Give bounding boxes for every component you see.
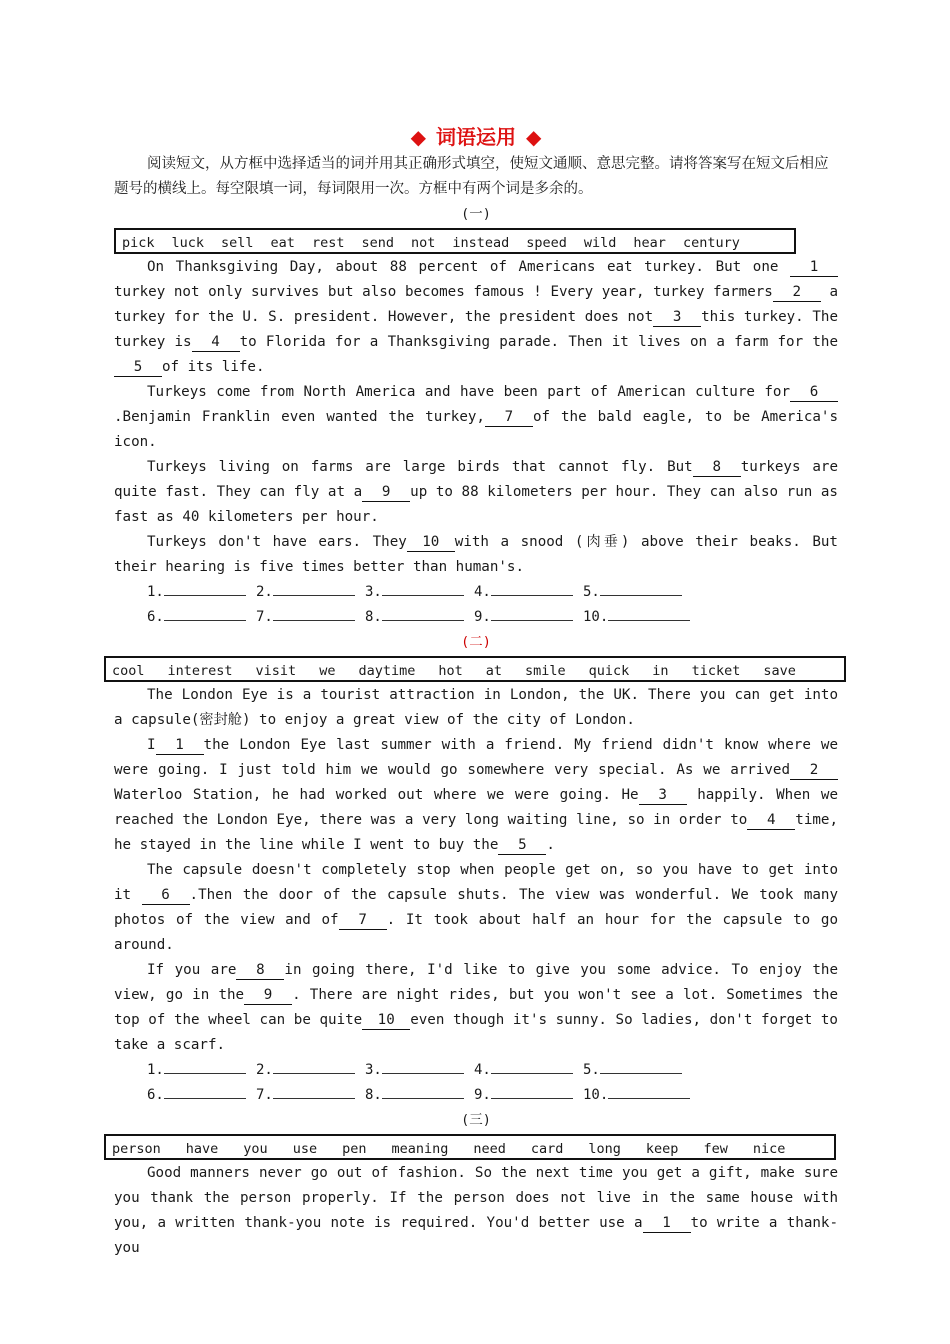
passage-text: to write a thank-you <box>114 1215 838 1256</box>
answer-line[interactable] <box>491 1059 573 1074</box>
passage-text: If you are <box>147 962 237 978</box>
passage-text: Waterloo Station, he had worked out where we were going. He <box>114 787 639 803</box>
answer-cell <box>256 1083 365 1108</box>
answer-cell <box>147 605 256 630</box>
word-bank-item: use <box>292 1141 318 1157</box>
word-bank-item: card <box>530 1141 564 1157</box>
word-bank-item: smile <box>525 663 566 679</box>
word-bank-item: keep <box>645 1141 679 1157</box>
passage-text: even though it's sunny. So ladies, don't forget to take a scarf. <box>114 1012 838 1053</box>
passage-text: of its life. <box>162 359 265 375</box>
fill-in-blank[interactable]: 7 <box>339 911 387 930</box>
answer-cell <box>365 580 474 605</box>
word-bank-item: pick <box>122 235 155 251</box>
passage-text: On Thanksgiving Day, about 88 percent of Americans eat turkey. But one <box>147 259 790 275</box>
answer-line[interactable] <box>382 1084 464 1099</box>
answer-row <box>114 580 838 605</box>
section-heading: (一) <box>461 206 491 222</box>
word-bank-item: cool <box>112 663 145 679</box>
passage-paragraph <box>114 255 838 380</box>
passage-paragraph <box>114 530 838 580</box>
answer-number: 3. <box>365 584 382 600</box>
worksheet-page <box>114 122 838 1261</box>
fill-in-blank[interactable]: 3 <box>639 786 687 805</box>
answer-line[interactable] <box>608 1084 690 1099</box>
fill-in-blank[interactable]: 4 <box>747 811 795 830</box>
word-bank-box <box>104 1134 836 1160</box>
passage-text: .Benjamin Franklin even wanted the turkey, <box>114 409 485 425</box>
answer-cell <box>365 1058 474 1083</box>
passage-text: to Florida for a Thanksgiving parade. Then it lives on a farm for the <box>239 334 839 350</box>
passage-paragraph <box>114 958 838 1058</box>
answer-cell <box>583 580 692 605</box>
word-bank-item: person <box>112 1141 161 1157</box>
passage-text: Turkeys don't have ears. They <box>147 534 407 550</box>
word-bank-item: meaning <box>391 1141 449 1157</box>
passage-text: The London Eye is a tourist attraction in London, the UK. There you can get into a capsule(密封舱) to enjoy a great view of the city of London. <box>114 687 838 728</box>
passage-text: . It took about half an hour for the capsule to go around. <box>114 912 838 953</box>
passage-text: this turkey. The turkey is <box>114 309 838 350</box>
passage-text: . There are night rides, but you won't see a lot. Sometimes the top of the wheel can be quite <box>114 987 838 1028</box>
answer-line[interactable] <box>164 581 246 596</box>
answer-line[interactable] <box>491 581 573 596</box>
answer-line[interactable] <box>273 1059 355 1074</box>
answer-number: 3. <box>365 1062 382 1078</box>
section-3 <box>114 1108 838 1261</box>
fill-in-blank[interactable]: 1 <box>156 736 204 755</box>
fill-in-blank[interactable]: 1 <box>643 1214 691 1233</box>
passage-paragraph <box>114 380 838 455</box>
fill-in-blank[interactable]: 5 <box>114 358 162 377</box>
answer-number: 10. <box>583 609 609 625</box>
answer-number: 6. <box>147 1087 164 1103</box>
section-heading: (二) <box>461 634 491 650</box>
answer-line[interactable] <box>164 1059 246 1074</box>
answer-cell <box>583 605 692 630</box>
title-text: 词语运用 <box>436 125 516 149</box>
answer-number: 2. <box>256 1062 273 1078</box>
fill-in-blank[interactable]: 8 <box>693 458 741 477</box>
passage-paragraph <box>114 858 838 958</box>
answer-cell <box>474 580 583 605</box>
word-bank-item: rest <box>311 235 345 251</box>
fill-in-blank[interactable]: 3 <box>653 308 701 327</box>
word-bank-item: few <box>703 1141 728 1157</box>
word-bank-item: sell <box>221 235 254 251</box>
word-bank-item: pen <box>342 1141 367 1157</box>
diamond-icon: ◆ <box>526 125 542 149</box>
passage-text: in going there, I'd like to give you some advice. To enjoy the view, go in the <box>114 962 838 1003</box>
word-bank-item: luck <box>171 235 205 251</box>
word-bank-item: nice <box>752 1141 786 1157</box>
answer-number: 8. <box>365 1087 382 1103</box>
answer-number: 7. <box>256 1087 273 1103</box>
answer-line[interactable] <box>600 1059 682 1074</box>
passage-text: turkey not only survives but also becomes famous ! Every year, turkey farmers <box>114 284 773 300</box>
word-bank-item: we <box>319 663 336 679</box>
word-bank-item: not <box>410 235 436 251</box>
section-1 <box>114 202 838 630</box>
answer-number: 1. <box>147 1062 164 1078</box>
word-bank-item: have <box>185 1141 219 1157</box>
word-bank-item: hear <box>633 235 666 251</box>
answer-row <box>114 605 838 630</box>
answer-line[interactable] <box>273 581 355 596</box>
fill-in-blank[interactable]: 9 <box>244 986 292 1005</box>
page-title <box>114 122 838 152</box>
answer-line[interactable] <box>273 606 355 621</box>
answer-number: 4. <box>474 584 491 600</box>
answer-cell <box>256 605 365 630</box>
answer-row <box>114 1083 838 1108</box>
word-bank-item: need <box>473 1141 506 1157</box>
passage-text: The capsule doesn't completely stop when people get on, so you have to get into it <box>114 862 838 903</box>
answer-line[interactable] <box>600 581 682 596</box>
answer-line[interactable] <box>608 606 690 621</box>
fill-in-blank[interactable]: 4 <box>192 333 240 352</box>
answer-number: 4. <box>474 1062 491 1078</box>
answer-line[interactable] <box>491 1084 573 1099</box>
word-bank-box <box>114 228 796 254</box>
answer-cell <box>365 1083 474 1108</box>
passage-paragraph <box>114 455 838 530</box>
word-bank-item: ticket <box>691 663 741 679</box>
passage-text: Turkeys come from North America and have been part of American culture for <box>147 384 790 400</box>
fill-in-blank[interactable]: 6 <box>790 383 838 402</box>
sections-container <box>114 202 838 1261</box>
passage-text: Good manners never go out of fashion. So the next time you get a gift, make sure you thank the person properly. If the person does not live in the same house with you, a written thank-you note is required. You'd better use a <box>114 1165 838 1231</box>
word-bank-item: instead <box>452 235 510 251</box>
answer-number: 9. <box>474 1087 491 1103</box>
word-bank-item: wild <box>583 235 617 251</box>
passage-paragraph <box>114 683 838 733</box>
answer-number: 8. <box>365 609 382 625</box>
answer-line[interactable] <box>382 606 464 621</box>
section-heading: (三) <box>461 1112 491 1128</box>
fill-in-blank[interactable]: 6 <box>142 886 190 905</box>
passage-text: Turkeys living on farms are large birds that cannot fly. But <box>147 459 693 475</box>
answer-line[interactable] <box>273 1084 355 1099</box>
word-bank-item: long <box>588 1141 621 1157</box>
answer-number: 5. <box>583 1062 600 1078</box>
answer-number: 2. <box>256 584 273 600</box>
answer-line[interactable] <box>164 606 246 621</box>
word-bank-item: visit <box>255 663 297 679</box>
word-bank-item: at <box>485 663 503 679</box>
answer-cell <box>256 580 365 605</box>
fill-in-blank[interactable]: 9 <box>362 483 410 502</box>
fill-in-blank[interactable]: 10 <box>362 1011 410 1030</box>
answer-number: 1. <box>147 584 164 600</box>
fill-in-blank[interactable]: 7 <box>485 408 533 427</box>
passage-paragraph <box>114 1161 838 1261</box>
fill-in-blank[interactable]: 10 <box>407 533 455 552</box>
answer-cell <box>147 580 256 605</box>
answer-cell <box>147 1058 256 1083</box>
answer-line[interactable] <box>164 1084 246 1099</box>
answer-number: 5. <box>583 584 600 600</box>
fill-in-blank[interactable]: 2 <box>773 283 821 302</box>
fill-in-blank[interactable]: 1 <box>790 258 838 277</box>
passage-text: . <box>546 837 555 853</box>
word-bank-item: daytime <box>358 663 416 679</box>
instructions: 阅读短文，从方框中选择适当的词并用其正确形式填空，使短文通顺、意思完整。请将答案写在短文后相应题号的横线上。每空限填一词，每词限用一次。方框中有两个词是多余的。 <box>114 156 829 197</box>
answer-number: 10. <box>583 1087 609 1103</box>
answer-cell <box>256 1058 365 1083</box>
passage-text: the London Eye last summer with a friend. My friend didn't know where we were going. I just told him we would go somewhere very special. As we arrived <box>114 737 838 778</box>
passage-text: a turkey for the U. S. president. However, the president does not <box>114 284 839 325</box>
word-bank-item: save <box>763 663 796 679</box>
word-bank-item: hot <box>438 663 463 679</box>
word-bank-item: you <box>243 1141 268 1157</box>
word-bank-item: quick <box>588 663 630 679</box>
answer-cell <box>474 1058 583 1083</box>
section-2 <box>114 630 838 1108</box>
passage-text: I <box>147 737 156 753</box>
answer-cell <box>474 1083 583 1108</box>
word-bank-item: interest <box>167 663 233 679</box>
passage-text: turkeys are quite fast. They can fly at a <box>114 459 838 500</box>
answer-number: 7. <box>256 609 273 625</box>
word-bank-item: eat <box>270 235 295 251</box>
answer-cell <box>583 1083 692 1108</box>
word-bank-item: send <box>361 235 394 251</box>
answer-row <box>114 1058 838 1083</box>
word-bank-item: speed <box>526 235 567 251</box>
answer-line[interactable] <box>382 1059 464 1074</box>
passage-text: with a snood (肉垂) above their beaks. But their hearing is five times better than human's. <box>114 534 838 575</box>
fill-in-blank[interactable]: 8 <box>236 961 284 980</box>
answer-cell <box>365 605 474 630</box>
answer-line[interactable] <box>491 606 573 621</box>
passage-text: happily. When we reached the London Eye, there was a very long waiting line, so in order to <box>114 787 838 828</box>
answer-number: 9. <box>474 609 491 625</box>
answer-number: 6. <box>147 609 164 625</box>
answer-cell <box>474 605 583 630</box>
answer-line[interactable] <box>382 581 464 596</box>
word-bank-item: in <box>652 663 669 679</box>
passage-paragraph <box>114 733 838 858</box>
diamond-icon: ◆ <box>410 125 426 149</box>
fill-in-blank[interactable]: 2 <box>790 761 838 780</box>
word-bank-item: century <box>682 235 740 251</box>
fill-in-blank[interactable]: 5 <box>498 836 546 855</box>
answer-cell <box>147 1083 256 1108</box>
passage-text: of the bald eagle, to be America's icon. <box>114 409 839 450</box>
passage-text: .Then the door of the capsule shuts. The view was wonderful. We took many photos of the view and of <box>114 887 838 928</box>
answer-cell <box>583 1058 692 1083</box>
word-bank-box <box>104 656 846 682</box>
passage-text: time, he stayed in the line while I went to buy the <box>114 812 838 853</box>
passage-text: up to 88 kilometers per hour. They can also run as fast as 40 kilometers per hour. <box>114 484 838 525</box>
